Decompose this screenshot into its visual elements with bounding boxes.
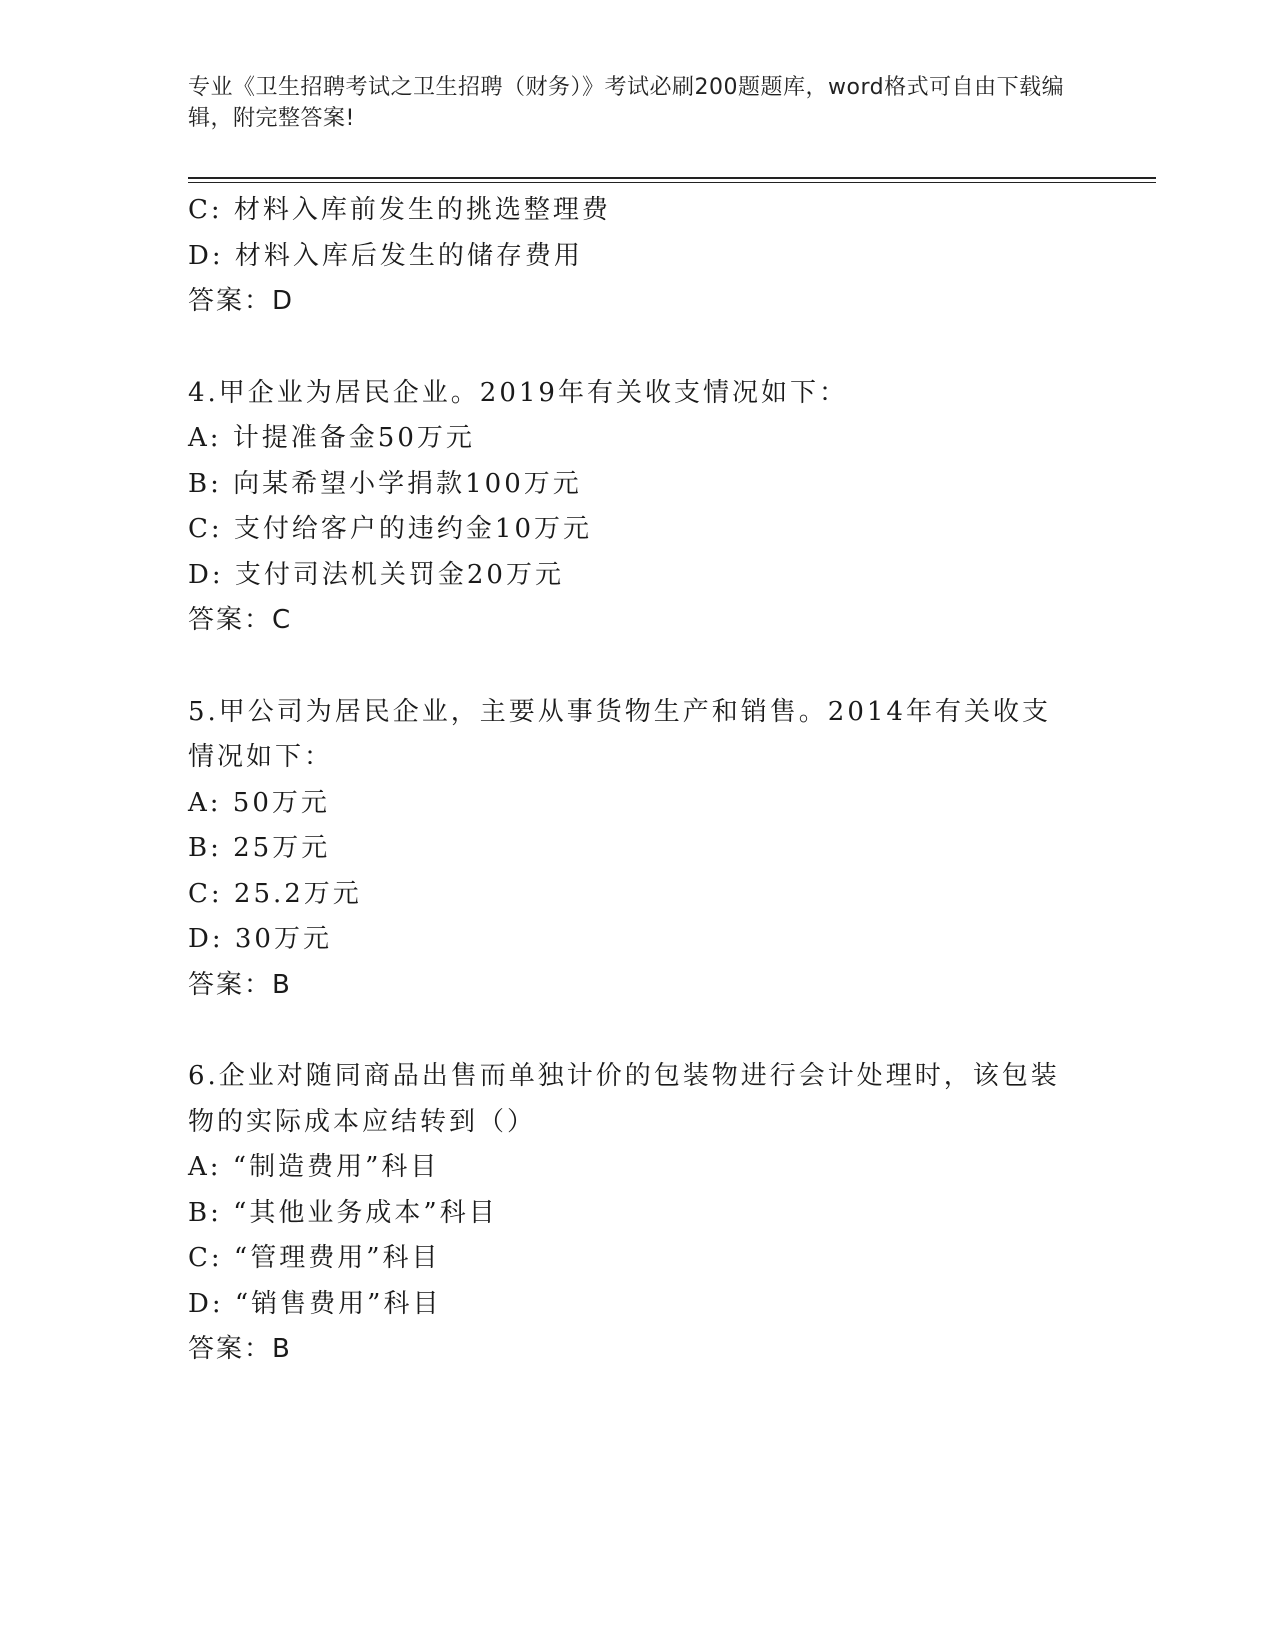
answer-line: 答案：D <box>188 286 295 316</box>
answer-line: 答案：B <box>188 1334 292 1364</box>
option-b: B: 25万元 <box>188 833 331 863</box>
question-text: 4.甲企业为居民企业。2019年有关收支情况如下： <box>188 377 848 408</box>
question-block-4 <box>188 371 1088 644</box>
question-text: 6.企业对随同商品出售而单独计价的包装物进行会计处理时，该包装物的实际成本应结转到（） <box>188 1061 1060 1137</box>
option-c: C: 材料入库前发生的挑选整理费 <box>188 195 611 225</box>
option-d: D: 30万元 <box>188 924 332 954</box>
option-b: B: “其他业务成本”科目 <box>188 1197 498 1228</box>
option-a: A: “制造费用”科目 <box>188 1152 440 1182</box>
option-c: C: 支付给客户的违约金10万元 <box>188 514 593 544</box>
option-d: D: “销售费用”科目 <box>188 1288 442 1319</box>
option-c: C: 25.2万元 <box>188 878 362 909</box>
option-d: D: 材料入库后发生的储存费用 <box>188 240 583 271</box>
option-a: A: 计提准备金50万元 <box>188 423 475 453</box>
answer-line: 答案：C <box>188 605 293 635</box>
question-block-5 <box>188 690 1088 1009</box>
page-header-title: 专业《卫生招聘考试之卫生招聘（财务）》考试必刷200题题库，word格式可自由下载编辑，附完整答案! <box>188 75 1065 131</box>
question-content <box>188 188 1088 1373</box>
question-block-continued <box>188 188 1088 325</box>
question-block-6 <box>188 1054 1088 1373</box>
header-divider-thin <box>188 182 1156 183</box>
question-text: 5.甲公司为居民企业，主要从事货物生产和销售。2014年有关收支情况如下： <box>188 696 1051 772</box>
option-a: A: 50万元 <box>188 787 330 818</box>
option-c: C: “管理费用”科目 <box>188 1243 441 1273</box>
option-d: D: 支付司法机关罚金20万元 <box>188 559 564 590</box>
option-b: B: 向某希望小学捐款100万元 <box>188 468 582 499</box>
answer-line: 答案：B <box>188 969 292 1000</box>
header-divider-thick <box>188 177 1156 179</box>
